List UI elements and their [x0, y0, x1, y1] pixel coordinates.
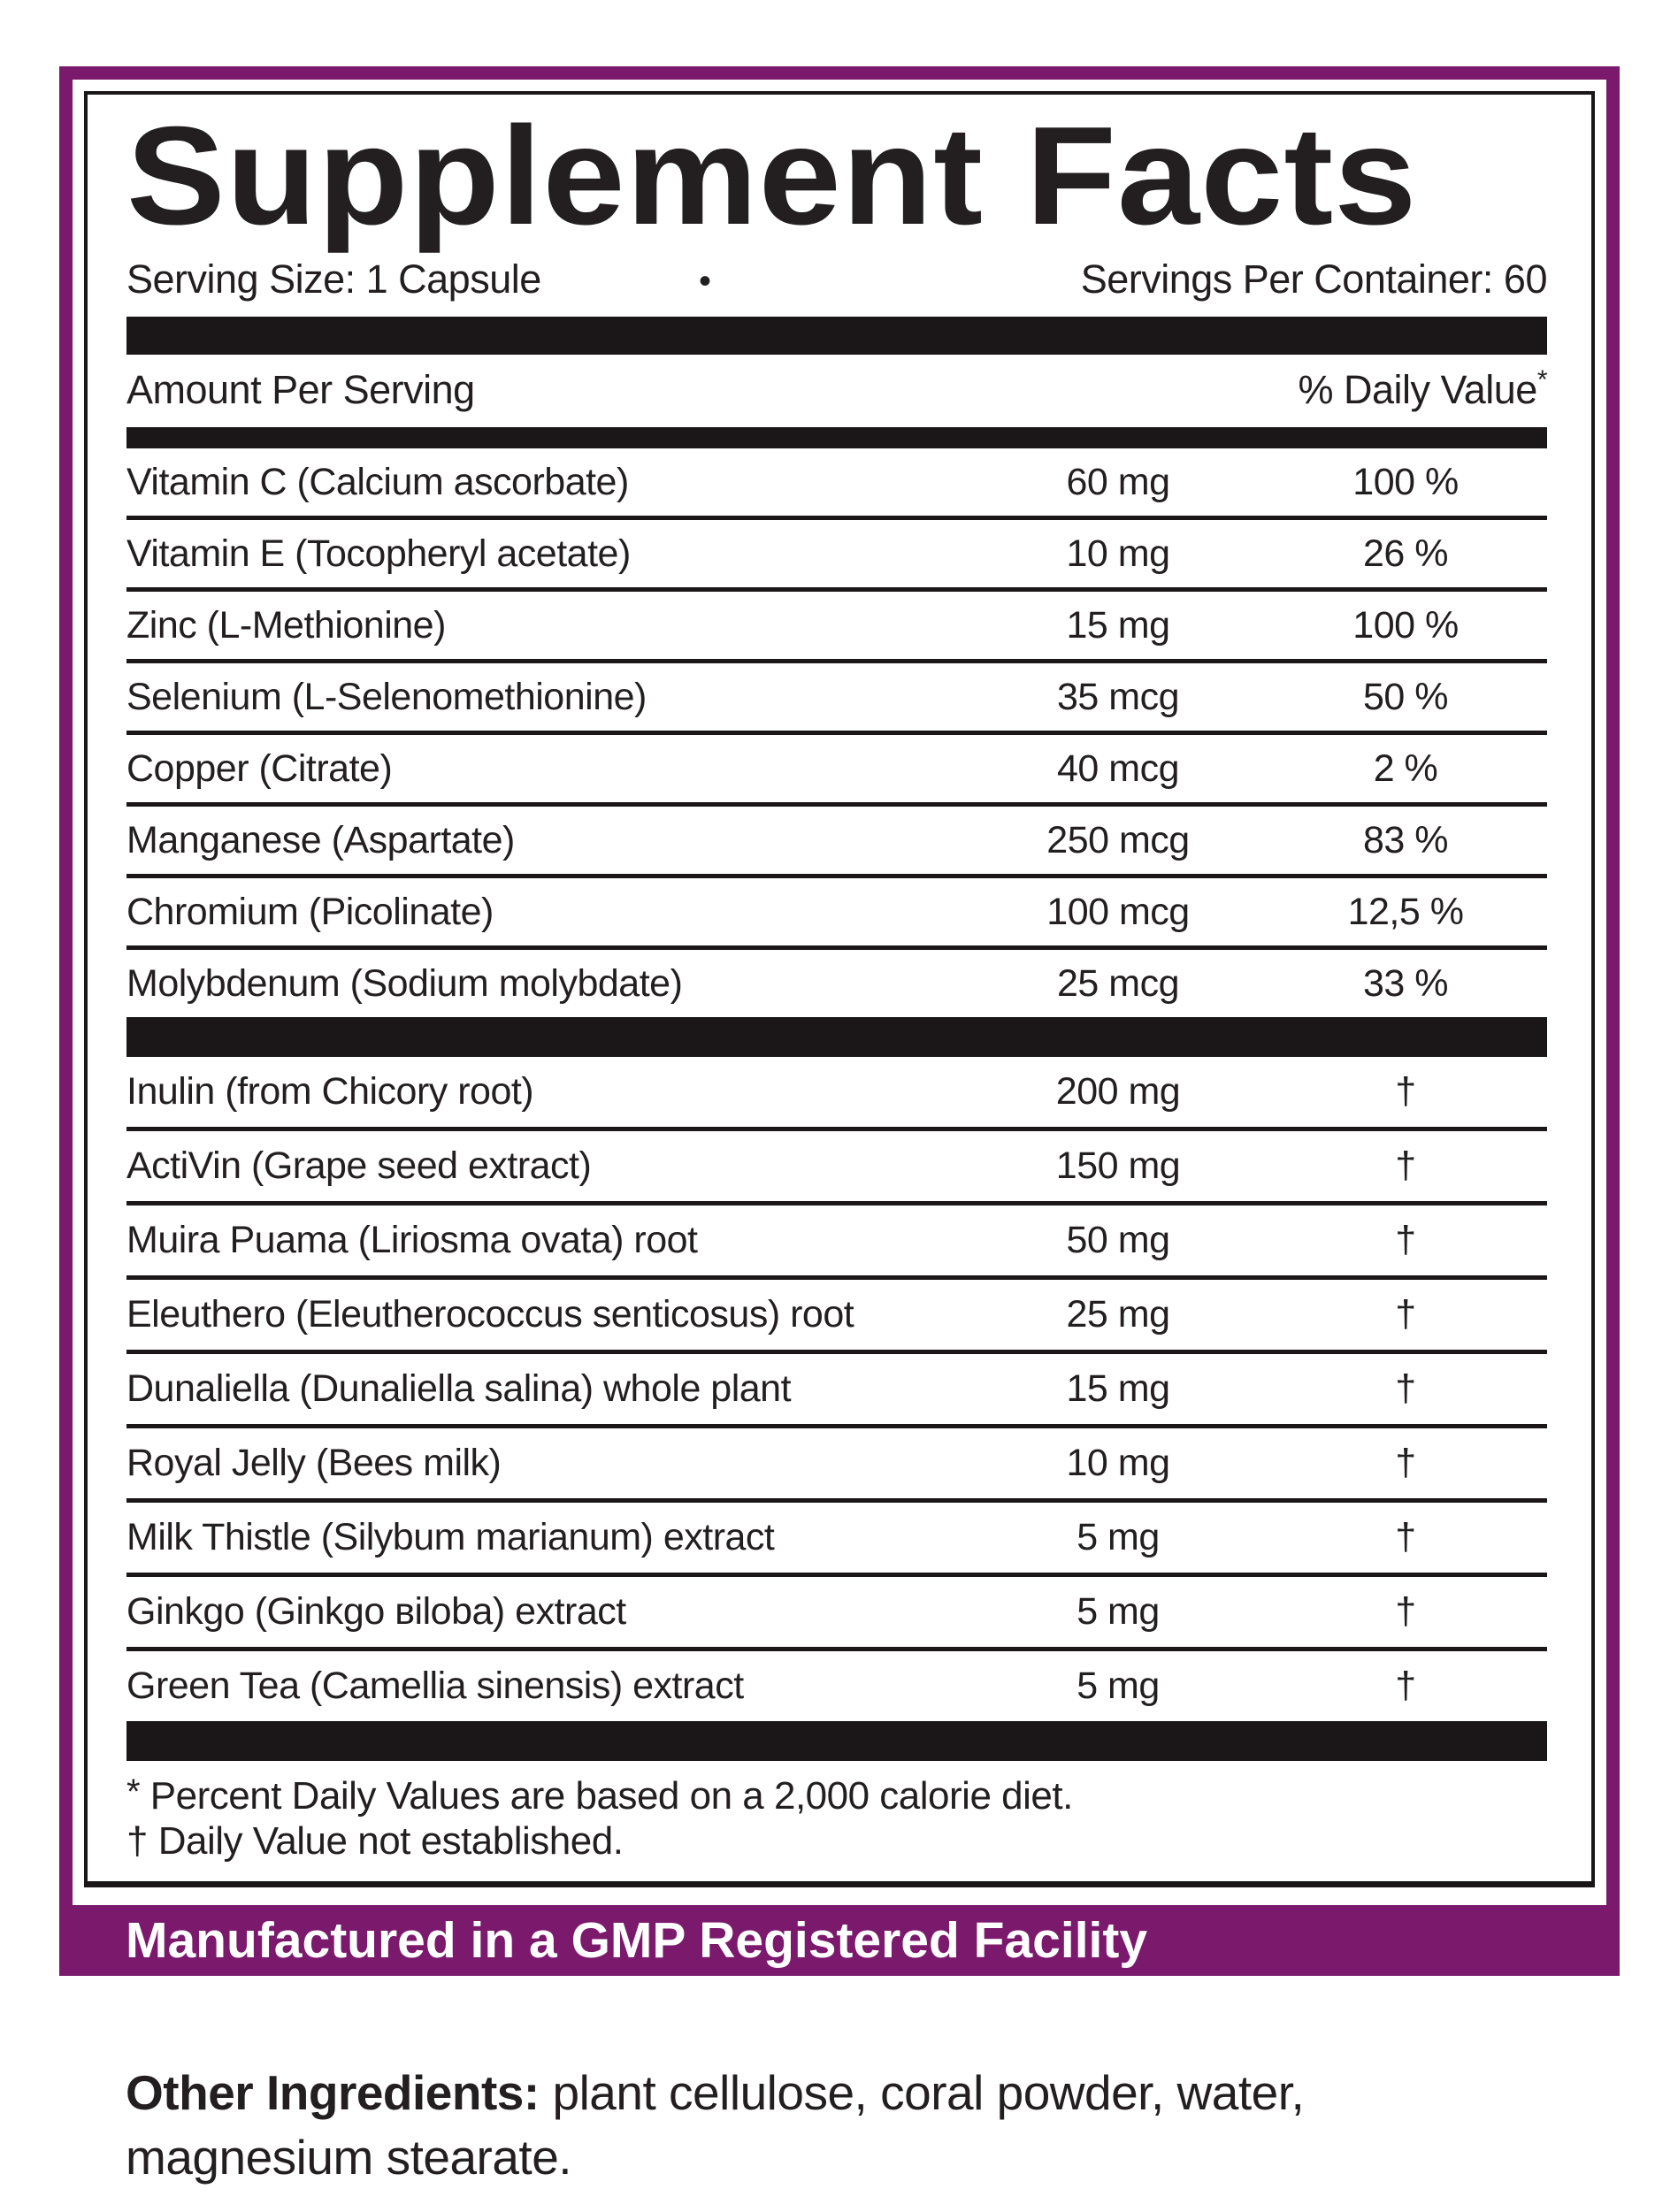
ingredient-daily-value: 26 % — [1362, 532, 1448, 575]
botanicals-section — [126, 1057, 1547, 1721]
table-row — [126, 807, 1547, 878]
ingredient-amount: 200 mg — [1055, 1070, 1181, 1114]
ingredient-daily-value: 83 % — [1362, 818, 1448, 861]
supplement-facts-box — [84, 91, 1595, 1887]
purple-frame — [59, 66, 1620, 1976]
ingredient-amount: 10 mg — [1066, 532, 1170, 575]
table-row — [126, 520, 1547, 592]
table-row — [126, 1057, 1547, 1131]
table-row — [126, 448, 1547, 520]
table-row — [126, 1651, 1547, 1721]
divider-bar-thick — [126, 317, 1547, 355]
ingredient-amount: 5 mg — [1077, 1516, 1160, 1559]
gmp-banner — [59, 1905, 1620, 1976]
ingredient-name: ActiVin (Grape seed extract) — [126, 1144, 592, 1188]
ingredient-daily-value: † — [1395, 1665, 1416, 1708]
ingredient-amount: 5 mg — [1077, 1665, 1160, 1708]
ingredient-daily-value: † — [1395, 1144, 1416, 1188]
ingredient-daily-value: † — [1395, 1516, 1416, 1559]
servings-per-container: Servings Per Container: 60 — [1080, 256, 1547, 302]
ingredient-name: Vitamin C (Calcium ascorbate) — [126, 460, 629, 503]
ingredient-amount: 5 mg — [1077, 1590, 1160, 1634]
ingredient-name: Milk Thistle (Silybum marianum) extract — [126, 1516, 775, 1559]
ingredient-daily-value: † — [1395, 1367, 1416, 1411]
ingredient-name: Copper (Citrate) — [126, 746, 393, 790]
section-divider-bar — [126, 1017, 1547, 1057]
table-row — [126, 592, 1547, 663]
ingredient-name: Selenium (L-Selenomethionine) — [126, 675, 647, 718]
serving-info — [126, 256, 1547, 302]
ingredient-amount: 25 mg — [1066, 1293, 1170, 1336]
spacer — [84, 1887, 1595, 1905]
table-row — [126, 735, 1547, 807]
table-header — [126, 355, 1547, 427]
ingredient-amount: 250 mcg — [1046, 818, 1190, 861]
daily-value-header: % Daily Value* — [1298, 365, 1547, 413]
ingredient-daily-value: † — [1395, 1293, 1416, 1336]
ingredient-amount: 60 mg — [1066, 460, 1170, 503]
table-row — [126, 1354, 1547, 1428]
table-row — [126, 1428, 1547, 1503]
ingredient-name: Zinc (L-Methionine) — [126, 603, 446, 647]
table-row — [126, 1503, 1547, 1577]
table-row — [126, 878, 1547, 950]
ingredient-amount: 50 mg — [1066, 1219, 1170, 1262]
ingredient-name: Muira Puama (Liriosma ovata) root — [126, 1219, 698, 1262]
daily-value-asterisk: * — [1536, 365, 1547, 395]
ingredient-amount: 35 mcg — [1056, 675, 1179, 718]
ingredient-name: Dunaliella (Dunaliella salina) whole plant — [126, 1367, 792, 1411]
table-row — [126, 1280, 1547, 1354]
ingredient-name: Chromium (Picolinate) — [126, 890, 494, 933]
ingredient-name: Manganese (Aspartate) — [126, 818, 515, 861]
other-ingredients-label: Other Ingredients: — [126, 2065, 540, 2121]
ingredient-daily-value: † — [1395, 1070, 1416, 1114]
ingredient-name: Eleuthero (Eleutherococcus senticosus) root — [126, 1293, 854, 1336]
ingredient-daily-value: 50 % — [1362, 675, 1448, 718]
ingredient-name: Green Tea (Camellia sinensis) extract — [126, 1665, 744, 1708]
minerals-section — [126, 448, 1547, 1017]
ingredient-daily-value: 100 % — [1352, 460, 1459, 503]
ingredient-name: Vitamin E (Tocopheryl acetate) — [126, 532, 631, 575]
ingredient-amount: 100 mcg — [1046, 890, 1190, 933]
table-row — [126, 1206, 1547, 1280]
ingredient-daily-value: † — [1395, 1219, 1416, 1262]
serving-size: Serving Size: 1 Capsule — [126, 256, 541, 302]
table-row — [126, 1577, 1547, 1651]
gmp-banner-text: Manufactured in a GMP Registered Facility — [126, 1912, 1148, 1970]
ingredient-daily-value: 12,5 % — [1347, 890, 1464, 933]
amount-per-serving-header: Amount Per Serving — [126, 367, 475, 413]
ingredient-daily-value: 100 % — [1352, 603, 1459, 647]
table-row — [126, 950, 1547, 1017]
ingredient-name: Ginkgo (Ginkgo вiloba) extract — [126, 1590, 626, 1634]
ingredient-name: Inulin (from Chicory root) — [126, 1070, 534, 1114]
footnotes — [126, 1772, 1547, 1864]
bullet-separator-icon: • — [698, 262, 711, 302]
footer-divider-bar — [126, 1721, 1547, 1761]
divider-bar-thin — [126, 427, 1547, 448]
ingredient-daily-value: † — [1395, 1590, 1416, 1634]
ingredient-amount: 15 mg — [1066, 1367, 1170, 1411]
ingredient-amount: 15 mg — [1066, 603, 1170, 647]
footnote-daily-values: * Percent Daily Values are based on a 2,000 calorie diet. — [126, 1772, 1073, 1818]
table-row — [126, 663, 1547, 735]
ingredient-daily-value: 2 % — [1373, 746, 1438, 790]
page-title: Supplement Facts — [126, 98, 1418, 254]
table-row — [126, 1131, 1547, 1206]
ingredient-amount: 40 mcg — [1056, 746, 1179, 790]
ingredient-amount: 25 mcg — [1056, 961, 1179, 1005]
other-ingredients-text: plant cellulose, coral powder, water, magnesium stearate. — [126, 2065, 1305, 2185]
ingredient-name: Molybdenum (Sodium molybdate) — [126, 961, 683, 1005]
footnote-dagger: † Daily Value not established. — [126, 1819, 624, 1864]
ingredient-amount: 150 mg — [1055, 1144, 1181, 1188]
other-ingredients — [126, 2061, 1452, 2190]
ingredient-name: Royal Jelly (Bees milk) — [126, 1442, 502, 1485]
ingredient-amount: 10 mg — [1066, 1442, 1170, 1485]
ingredient-daily-value: 33 % — [1362, 961, 1448, 1005]
ingredient-daily-value: † — [1395, 1442, 1416, 1485]
